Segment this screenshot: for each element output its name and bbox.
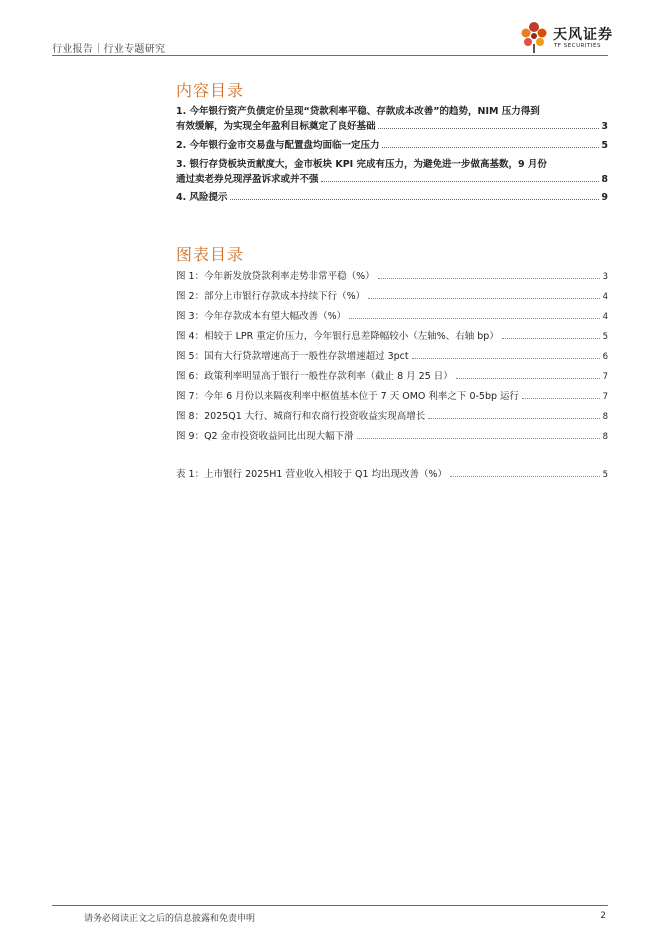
leader-dots	[428, 418, 599, 419]
disclaimer-text: 请务必阅读正文之后的信息披露和免责申明	[84, 914, 256, 924]
logo-chinese-name: 天风证券	[553, 27, 613, 43]
leader-dots	[522, 398, 600, 399]
toc-entry-4[interactable]	[176, 190, 608, 205]
figure-entry-2[interactable]	[176, 288, 608, 302]
leader-dots	[357, 438, 600, 439]
toc-entry-1-line2: 有效缓解，为实现全年盈利目标奠定了良好基础	[176, 121, 376, 132]
leader-dots	[378, 278, 600, 279]
toc-entry-4-page: 9	[601, 192, 608, 203]
figure-entry-page: 8	[602, 412, 608, 422]
toc-entry-2-page: 5	[601, 140, 608, 151]
leader-dots	[412, 358, 600, 359]
leader-dots	[450, 476, 600, 477]
figure-entry-text: 图 7：今年 6 月份以来隔夜利率中枢值基本位于 7 天 OMO 利率之下 0-5bp 运行	[176, 391, 520, 402]
toc-entry-3[interactable]	[176, 157, 608, 187]
figure-entry-text: 图 4：相较于 LPR 重定价压力，今年银行息差降幅较小（左轴%、右轴 bp）	[176, 331, 499, 342]
figure-entry-page: 4	[602, 312, 608, 322]
figure-entry-text: 图 3：今年存款成本有望大幅改善（%）	[176, 311, 347, 322]
toc-entry-3-line1: 3. 银行存贷板块贡献度大，金市板块 KPI 完成有压力，为避免进一步做高基数，9 月份	[176, 159, 547, 170]
footer-divider	[52, 905, 608, 906]
figure-entry-text: 图 6：政策利率明显高于银行一般性存款利率（截止 8 月 25 日）	[176, 371, 453, 382]
figure-entry-page: 3	[602, 272, 608, 282]
leader-dots	[230, 199, 600, 200]
toc-entry-3-page: 8	[601, 174, 608, 185]
figure-entry-5[interactable]	[176, 348, 608, 362]
figure-entry-text: 图 9：Q2 金市投资收益同比出现大幅下滑	[176, 431, 354, 442]
company-logo	[518, 20, 618, 54]
figure-entry-text: 图 1：今年新发放贷款利率走势非常平稳（%）	[176, 271, 375, 282]
figure-entry-page: 8	[602, 432, 608, 442]
figure-entry-4[interactable]	[176, 328, 608, 342]
page-number: 2	[600, 911, 606, 921]
table-entry-text: 表 1：上市银行 2025H1 营业收入相较于 Q1 均出现改善（%）	[176, 469, 448, 480]
toc-entry-3-line2: 通过卖老券兑现浮盈诉求或并不强	[176, 174, 319, 185]
figure-entry-text: 图 2：部分上市银行存款成本持续下行（%）	[176, 291, 366, 302]
figure-entry-8[interactable]	[176, 408, 608, 422]
leader-dots	[349, 318, 599, 319]
figure-list-title: 图表目录	[176, 245, 245, 264]
leader-dots	[368, 298, 599, 299]
figure-entry-page: 7	[602, 392, 608, 402]
leader-dots	[456, 378, 600, 379]
figure-entry-3[interactable]	[176, 308, 608, 322]
figure-entry-text: 图 5：国有大行贷款增速高于一般性存款增速超过 3pct	[176, 351, 409, 362]
table-entry-page: 5	[602, 470, 608, 480]
logo-english-name: TF SECURITIES	[554, 43, 601, 49]
table-entry-1[interactable]	[176, 466, 608, 480]
figure-entry-1[interactable]	[176, 268, 608, 282]
leader-dots	[378, 128, 600, 129]
figure-entry-6[interactable]	[176, 368, 608, 382]
figure-entry-page: 6	[602, 352, 608, 362]
figure-entry-page: 4	[602, 292, 608, 302]
toc-entry-1-page: 3	[601, 121, 608, 132]
toc-title: 内容目录	[176, 81, 245, 100]
leader-dots	[321, 181, 600, 182]
page-header	[0, 0, 662, 60]
figure-entry-7[interactable]	[176, 388, 608, 402]
report-category: 行业报告｜行业专题研究	[52, 44, 166, 55]
header-divider	[52, 55, 608, 56]
flower-logo-icon	[518, 20, 550, 54]
toc-entry-2[interactable]	[176, 138, 608, 153]
toc-entry-1-line1: 1. 今年银行资产负债定价呈现“贷款利率平稳、存款成本改善”的趋势，NIM 压力得到	[176, 106, 540, 117]
figure-entry-text: 图 8：2025Q1 大行、城商行和农商行投资收益实现高增长	[176, 411, 426, 422]
leader-dots	[382, 147, 600, 148]
figure-entry-page: 7	[602, 372, 608, 382]
figure-entry-page: 5	[602, 332, 608, 342]
figure-entry-9[interactable]	[176, 428, 608, 442]
toc-entry-1[interactable]	[176, 104, 608, 134]
toc-entry-2-text: 2. 今年银行金市交易盘与配置盘均面临一定压力	[176, 140, 380, 151]
leader-dots	[502, 338, 600, 339]
toc-entry-4-text: 4. 风险提示	[176, 192, 228, 203]
